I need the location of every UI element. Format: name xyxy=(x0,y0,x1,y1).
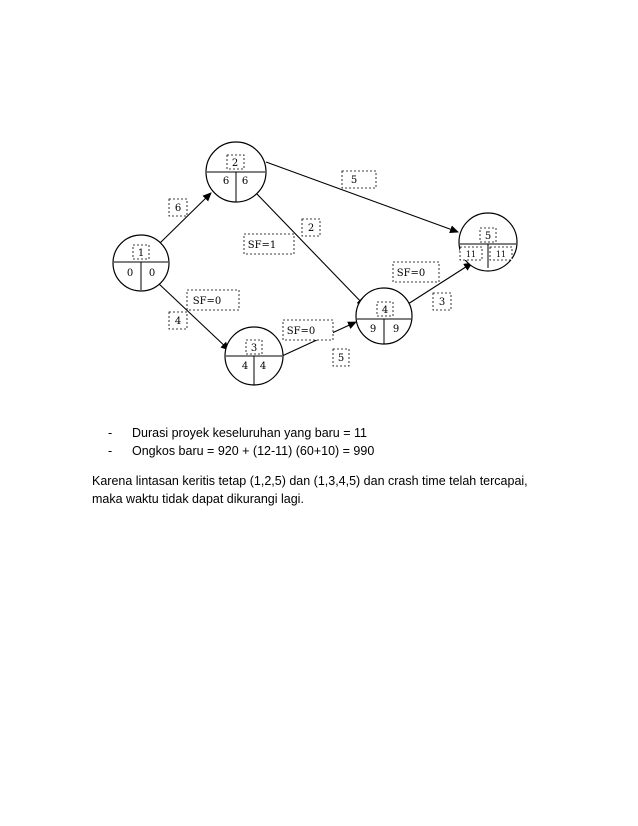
node-1 xyxy=(113,235,169,291)
edge-2-5-box xyxy=(342,171,376,188)
node-2 xyxy=(206,142,266,202)
node-id: 3 xyxy=(250,343,258,354)
conclusion-paragraph: Karena lintasan keritis tetap (1,2,5) dan (1,3,4,5) dan crash time telah tercapai, maka waktu tidak dapat dikurangi lagi. xyxy=(92,474,528,506)
edge-2-4-duration: 2 xyxy=(307,223,315,234)
slack-label: SF=0 xyxy=(286,326,316,337)
node-early-start: 0 xyxy=(126,268,134,279)
edge-1-2-duration: 6 xyxy=(174,203,182,214)
node-late-finish: 6 xyxy=(241,176,249,187)
bullet-item xyxy=(108,444,374,458)
edge-4-5-duration: 3 xyxy=(438,297,446,308)
bullet-marker: - xyxy=(108,444,113,458)
node-4 xyxy=(356,288,412,344)
network-diagram xyxy=(0,0,638,400)
edge-2-5-duration: 5 xyxy=(350,175,358,186)
bullet-text: Durasi proyek keseluruhan yang baru = 11 xyxy=(132,426,367,440)
node-3 xyxy=(225,327,283,385)
node-early-start: 11 xyxy=(465,250,477,259)
bullet-marker: - xyxy=(108,426,113,440)
edge-1-3-duration: 4 xyxy=(174,316,182,327)
node-id: 4 xyxy=(381,305,389,316)
bullet-item xyxy=(108,426,367,440)
edge-3-4-duration: 5 xyxy=(337,353,345,364)
node-early-start: 9 xyxy=(369,324,377,335)
node-late-finish: 11 xyxy=(495,250,507,259)
bullet-text: Ongkos baru = 920 + (12-11) (60+10) = 990 xyxy=(132,444,375,458)
node-5 xyxy=(459,213,517,271)
node-late-finish: 4 xyxy=(259,361,267,372)
slack-label: SF=0 xyxy=(396,268,426,279)
node-id: 5 xyxy=(484,231,492,242)
node-early-start: 6 xyxy=(222,176,230,187)
node-late-finish: 9 xyxy=(392,324,400,335)
node-early-start: 4 xyxy=(241,361,249,372)
slack-label: SF=1 xyxy=(247,240,277,251)
node-id: 1 xyxy=(137,248,145,259)
node-late-finish: 0 xyxy=(148,268,156,279)
node-id: 2 xyxy=(231,158,239,169)
slack-label: SF=0 xyxy=(192,296,222,307)
